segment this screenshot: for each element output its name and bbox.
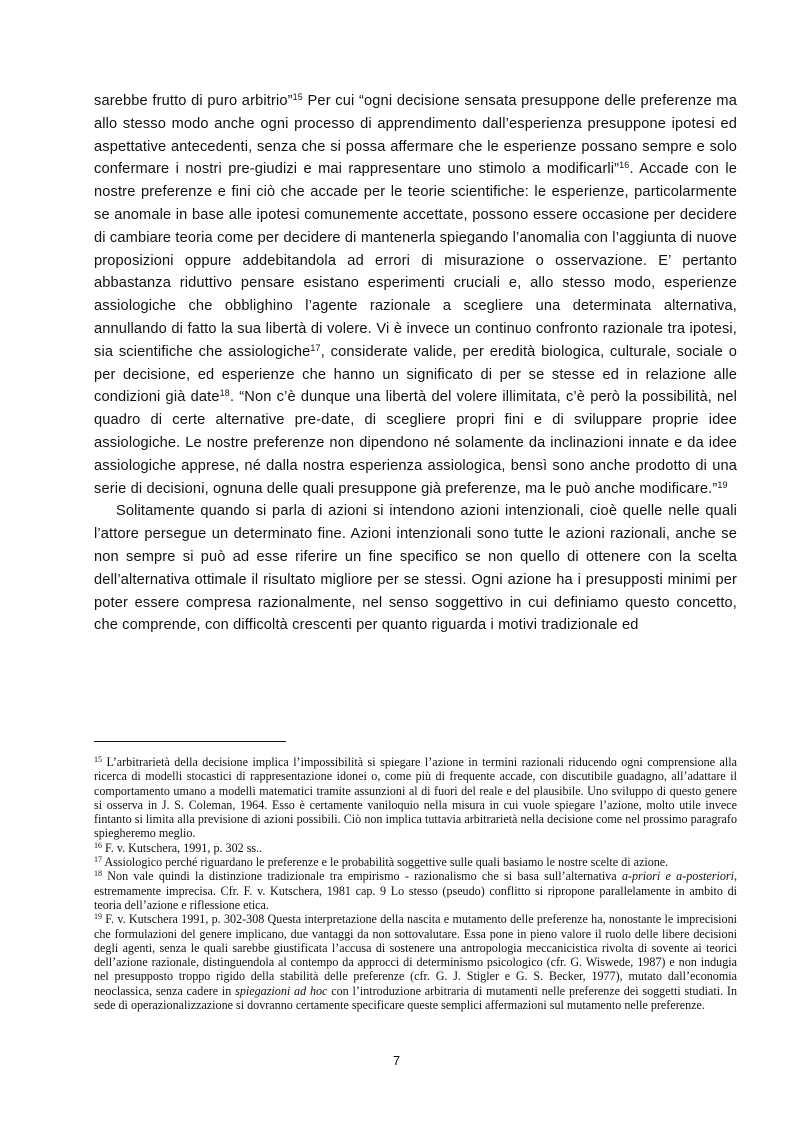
footnote-text: F. v. Kutschera 1991, p. 302-308 Questa interpretazione della nascita e mutamento delle preferenze ha, nonostante le imprecisioni che formulazioni del genere implicano, due vantaggi da non sottovalutare. Essa pone in pieno valore il ruolo delle libere decisioni degli agenti, senza le quali sarebbe giustificata l’accusa di sostenere una antropologia meccanicistica rivolta di sovente ai teorici dell’azione razionale, distinguendola al contempo da approcci di determinismo psicologico (cfr. G. Wiswede, 1987) e non indugia nel presupposto troppo rigido della stabilità delle preferenze (cfr. G. J. Stigler e G. S. Becker, 1977), mutato dall’economia neoclassica, senza cadere in: [94, 912, 737, 998]
footnote-number: 17: [94, 855, 102, 865]
footnote-ref-19[interactable]: 19: [717, 479, 728, 490]
footnote-number: 15: [94, 755, 102, 764]
footnote-ref-18[interactable]: 18: [219, 388, 230, 399]
footnote-18: [94, 869, 737, 912]
footnote-number: 19: [94, 912, 102, 922]
footnote-17: [94, 855, 737, 869]
main-text: [94, 90, 737, 637]
footnote-text: Assiologico perché riguardano le preferenze e le probabilità soggettive sulle quali basiamo le nostre scelte di azione.: [102, 855, 669, 870]
text-run: . Accade con le nostre preferenze e fini ciò che accade per le teorie scientifiche: le esperienze, particolarmente se anomale in base alle ipotesi comunemente accettate, possono essere occasione per decidere di cambiare teoria come per decidere di mantenerla spiegando l’anomalia con l’aggiunta di nuove proposizioni oppure addebitandola ad errori di misurazione o osservazione. E’ pertanto abbastanza riduttivo pensare esistano esperimenti cruciali e, allo stesso modo, esperienze assiologiche che obblighino l’agente razionale a scegliere una determinata alternativa, annullando di fatto la sua libertà di volere. Vi è invece un continuo confronto razionale tra ipotesi, sia scientifiche che assiologiche: [94, 161, 737, 360]
footnote-italic: a-priori e a-posteriori: [621, 869, 734, 884]
footnote-ref-16[interactable]: 16: [619, 160, 630, 171]
text-run: . “Non c’è dunque una libertà del volere illimitata, c’è però la possibilità, nel quadro di certe alternative pre-date, di scegliere propri fini e di sviluppare proprie idee assiologiche. Le nostre preferenze non dipendono né solamente da inclinazioni innate e da idee assiologiche apprese, né dalla nostra esperienza assiologica, bensì sono anche prodotto di una serie di decisioni, ognuna delle quali presuppone già preferenze, ma le può anche modificare.”: [94, 389, 737, 497]
footnote-number: 18: [94, 869, 102, 879]
footnote-ref-17[interactable]: 17: [310, 342, 321, 353]
footnote-text: , estremamente imprecisa. Cfr. F. v. Kutschera, 1981 cap. 9 Lo stesso (pseudo) conflitto si ripropone parallelamente in ambito di teoria dell’azione e riflessione etica.: [94, 869, 737, 912]
footnote-text: L’arbitrarietà della decisione implica l’impossibilità si spiegare l’azione in termini razionali riducendo ogni comprensione alla ricerca di modelli stocastici di rappresentazione idonei o, come più di frequente accade, con discutibile guadagno, all’adattare il comportamento umano a modelli matematici tramite assunzioni al di fuori del reale e del plausibile. Uno sviluppo di questo genere si osserva in J. S. Coleman, 1964. Esso è certamente vaniloquio nella misura in cui vuole spiegare l’azione, molto utile invece fintanto si limita alla previsione di azioni possibili. Ciò non implica tuttavia arbitrarietà nella decisione come nel prossimo paragrafo spiegheremo meglio.: [94, 755, 737, 841]
footnote-text: con l’introduzione arbitraria di mutamenti nelle preferenze dei soggetti studiati. In sede di operazionalizzazione si dovranno certamente specificare queste semplici affermazioni sul mutamento nelle preferenze.: [94, 983, 737, 1013]
footnote-number: 16: [94, 840, 102, 850]
footnote-text: Non vale quindi la distinzione tradizionale tra empirismo - razionalismo che si basa sull’alternativa: [102, 869, 622, 884]
text-run: Per cui “ogni decisione sensata presuppone delle preferenze ma allo stesso modo anche ogni processo di apprendimento dall’esperienza presuppone ipotesi ed aspettative antecedenti, senza che si possa affermare che le esperienze possano sempre e solo confermare i nostri pre-giudizi e mai rappresentare uno stimolo a modificarli”: [94, 93, 737, 178]
footnote-ref-15[interactable]: 15: [292, 92, 303, 102]
paragraph-2: Solitamente quando si parla di azioni si intendono azioni intenzionali, cioè quelle nelle quali l’attore persegue un determinato fine. Azioni intenzionali sono tutte le azioni razionali, anche se non sempre si può ad esse riferire un fine specifico se non quello di ottenere con la scelta dell’alternativa ottimale il risultato migliore per se stessi. Ogni azione ha i presupposti minimi per poter essere compresa razionalmente, nel senso soggettivo in cui definiamo questo concetto, che comprende, con difficoltà crescenti per quanto riguarda i motivi tradizionale ed: [94, 503, 737, 634]
paragraph-1: [94, 90, 737, 500]
page-number: 7: [392, 1053, 401, 1068]
footnotes: [94, 755, 737, 1012]
footnote-text: F. v. Kutschera, 1991, p. 302 ss..: [102, 840, 263, 855]
text-run: , considerate valide, per eredità biologica, culturale, sociale o per decisione, ed esperienze che hanno un significato di per se stesse ed in relazione alle condizioni già date: [94, 343, 737, 406]
footnote-italic: spiegazioni ad hoc: [235, 983, 328, 998]
footnote-19: [94, 912, 737, 1012]
footnote-15: [94, 755, 737, 841]
footnote-16: [94, 841, 737, 855]
footnote-separator: [94, 741, 286, 742]
text-run: sarebbe frutto di puro arbitrio”: [94, 93, 293, 109]
